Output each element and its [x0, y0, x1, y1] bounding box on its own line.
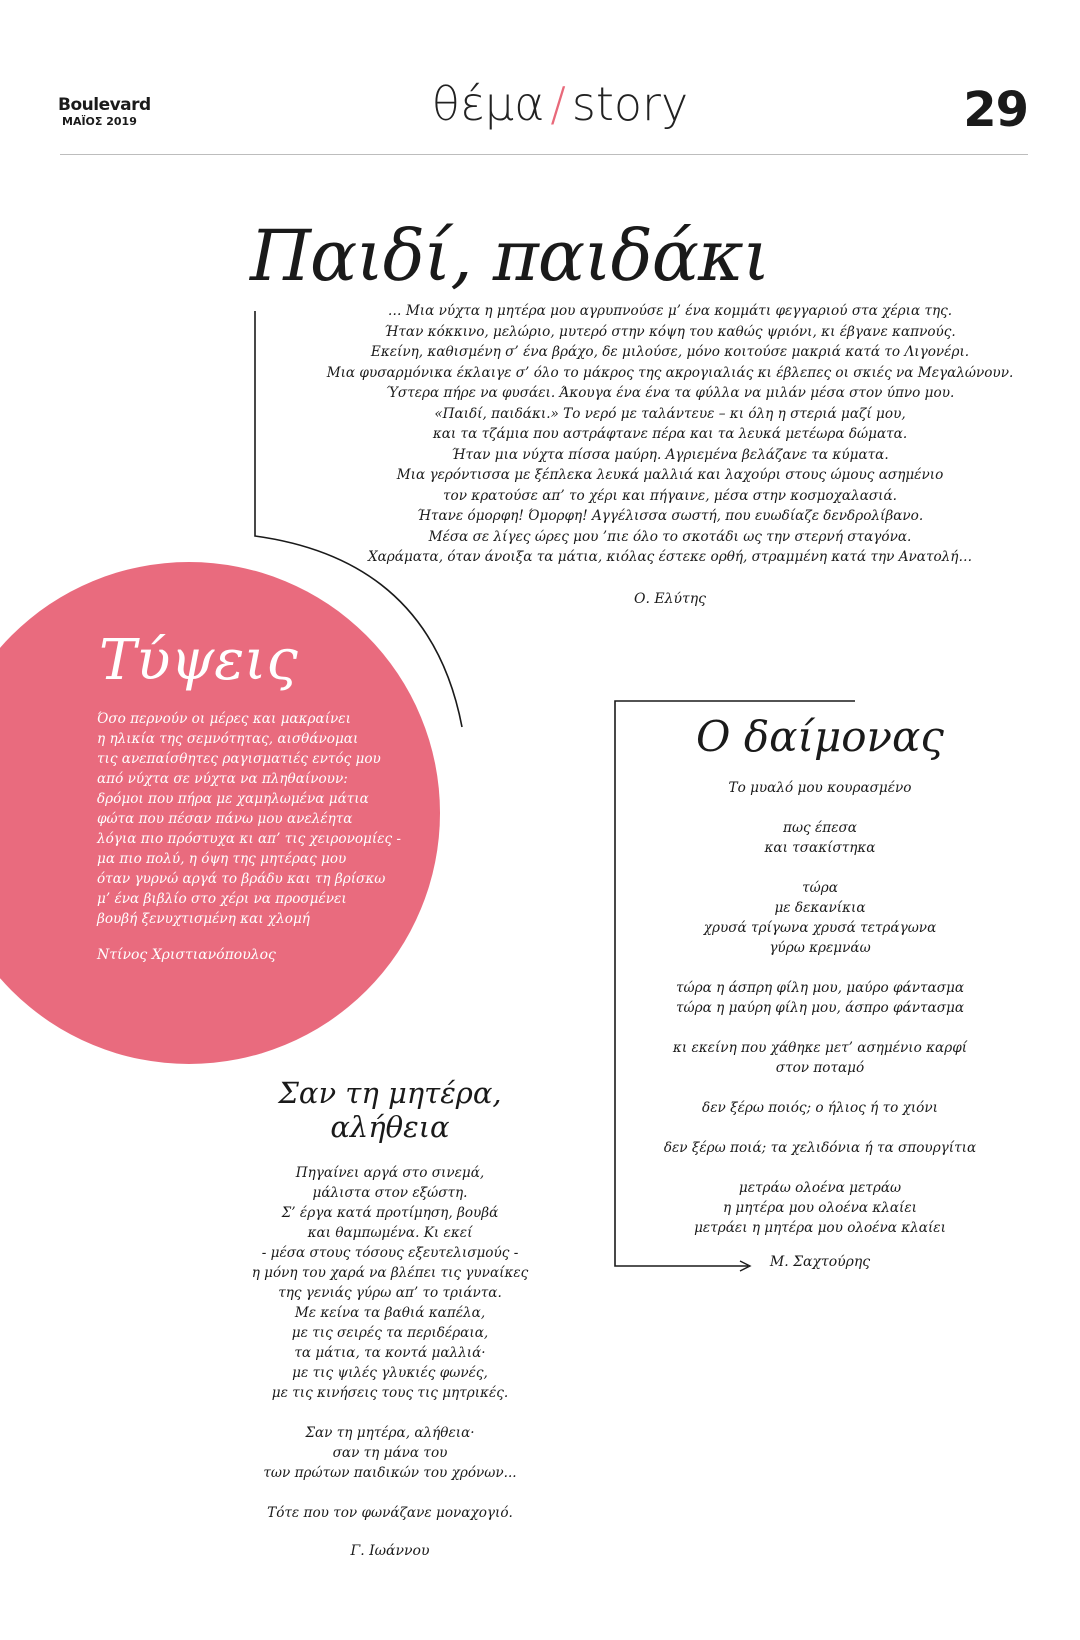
- poem-line: η μόνη του χαρά να βλέπει τις γυναίκες: [251, 1265, 529, 1281]
- brand-logo: Boulevard: [58, 95, 151, 115]
- poem-title-paidi-paidaki: Παιδί, παιδάκι: [250, 215, 770, 297]
- stanza-gap: [640, 1078, 1000, 1098]
- poem-line: Το μυαλό μου κουρασμένο: [728, 780, 912, 796]
- poem-title-line: Σαν τη μητέρα,: [278, 1076, 502, 1110]
- poem-line: όταν γυρνώ αργά το βράδυ και τη βρίσκω: [97, 871, 386, 887]
- poem-line: Ήταν μια νύχτα πίσσα μαύρη. Αγριεμένα βελάζανε τα κύματα.: [451, 446, 889, 463]
- section-title-right: story: [571, 77, 689, 131]
- stanza-gap: [640, 858, 1000, 878]
- poem-line: τώρα: [802, 880, 838, 896]
- poem-line: μετράω ολοένα μετράω: [738, 1180, 902, 1196]
- poem-line: φώτα που πέσαν πάνω μου ανελέητα: [97, 811, 353, 827]
- poem-line: μ’ ένα βιβλίο στο χέρι να προσμένει: [97, 891, 347, 907]
- poem-line: Χαράματα, όταν άνοιξα τα μάτια, κιόλας έστεκε ορθή, στραμμένη κατά την Ανατολή…: [367, 549, 973, 565]
- poem-line: από νύχτα σε νύχτα να πληθαίνουν:: [97, 771, 348, 787]
- poem-line: «Παιδί, παιδάκι.» Το νερό με ταλάντευε – κι όλη η στεριά μαζί μου,: [434, 405, 906, 422]
- poem-author-ioannou: Γ. Ιωάννου: [350, 1543, 430, 1559]
- section-title-left: θέμα: [431, 77, 545, 131]
- stanza-gap: [640, 1118, 1000, 1138]
- poem-line: γύρω κρεμνάω: [769, 940, 871, 956]
- poem-line: χρυσά τρίγωνα χρυσά τετράγωνα: [703, 920, 937, 936]
- issue-date: ΜΑΪΟΣ 2019: [62, 115, 137, 128]
- poem-line: Σαν τη μητέρα, αλήθεια·: [305, 1425, 475, 1441]
- poem-line: με τις σειρές τα περιδέραια,: [291, 1325, 489, 1341]
- poem-line: με δεκανίκια: [774, 900, 866, 916]
- poem-title-typseis: Τύψεις: [99, 628, 298, 693]
- poem-line: τις ανεπαίσθητες ραγισματιές εντός μου: [97, 751, 381, 767]
- poem-line: με τις κινήσεις τους τις μητρικές.: [271, 1385, 509, 1401]
- poem-author-elytis: Ο. Ελύτης: [634, 591, 706, 607]
- stanza-gap: [640, 798, 1000, 818]
- poem-line: σαν τη μάνα του: [332, 1445, 448, 1461]
- stanza-gap: [640, 1158, 1000, 1178]
- poem-line: Μέσα σε λίγες ώρες μου ’πιε όλο το σκοτάδι ως την στερνή σταγόνα.: [428, 528, 912, 545]
- poem-line: μα πιο πολύ, η όψη της μητέρας μου: [97, 851, 347, 867]
- poem-line: βουβή ξενυχτισμένη και χλομή: [97, 911, 310, 927]
- poem-line: με τις ψιλές γλυκιές φωνές,: [292, 1365, 488, 1381]
- poem-line: τώρα η άσπρη φίλη μου, μαύρο φάντασμα: [676, 980, 964, 996]
- poem-line: κι εκείνη που χάθηκε μετ’ ασημένιο καρφί: [672, 1040, 968, 1056]
- section-slash: /: [550, 77, 566, 131]
- poem-line: Μια φυσαρμόνικα έκλαιγε σ’ όλο το μάκρος της ακρογιαλιάς κι έβλεπες οι σκιές να Μεγαλώνουν.: [326, 364, 1014, 381]
- poem-line: η ηλικία της σεμνότητας, αισθάνομαι: [97, 731, 359, 747]
- poem-line: Ήταν κόκκινο, μελώριο, μυτερό στην κόψη του καθώς ψριόνι, κι έβγανε καπνούς.: [384, 323, 956, 340]
- poem-line: τα μάτια, τα κοντά μαλλιά·: [294, 1345, 486, 1361]
- poem-line: τον κρατούσε απ’ το χέρι και πήγαινε, μέσα στην κοσμοχαλασιά.: [442, 487, 897, 504]
- poem-line: η μητέρα μου ολοένα κλαίει: [722, 1200, 918, 1216]
- poem-line: Όσο περνούν οι μέρες και μακραίνει: [97, 711, 351, 727]
- poem-line: μάλιστα στον εξώστη.: [312, 1185, 468, 1201]
- poem-line: Πηγαίνει αργά στο σινεμά,: [295, 1165, 485, 1181]
- poem-line: … Μια νύχτα η μητέρα μου αγρυπνούσε μ’ ένα κομμάτι φεγγαριού στα χέρια της.: [387, 303, 953, 319]
- poem-line: δεν ξέρω ποιός; ο ήλιος ή το χιόνι: [702, 1100, 938, 1116]
- poem-line: Ήτανε όμορφη! Όμορφη! Αγγέλισσα σωστή, που ευωδίαζε δενδρολίβανο.: [416, 508, 924, 524]
- poem-line: δεν ξέρω ποιά; τα χελιδόνια ή τα σπουργίτια: [663, 1140, 977, 1156]
- poem-line: τώρα η μαύρη φίλη μου, άσπρο φάντασμα: [676, 1000, 964, 1016]
- poem-line: - μέσα στους τόσους εξευτελισμούς -: [261, 1245, 519, 1261]
- poem-line: και τα τζάμια που αστράφτανε πέρα και τα λευκά μετέωρα δώματα.: [432, 426, 908, 442]
- poem-author-sachtouris: Μ. Σαχτούρης: [769, 1254, 871, 1270]
- poem-line: Ύστερα πήρε να φυσάει. Άκουγα ένα ένα τα φύλλα να μιλάν μέσα στον ύπνο μου.: [385, 385, 955, 401]
- poem-title-o-daimonas: Ο δαίμονας: [696, 712, 944, 761]
- poem-body-o-daimonas: [640, 778, 1000, 1238]
- poem-line: δρόμοι που πήρα με χαμηλωμένα μάτια: [97, 791, 369, 807]
- stanza-gap: [640, 958, 1000, 978]
- poem-line: και τσακίστηκα: [764, 840, 876, 856]
- stanza-gap: [640, 1018, 1000, 1038]
- poem-line: στον ποταμό: [775, 1060, 865, 1076]
- poem-line: Με κείνα τα βαθιά καπέλα,: [294, 1305, 486, 1321]
- poem-line: Εκείνη, καθισμένη σ’ ένα βράχο, δε μιλούσε, μόνο κοιτούσε μακριά κατά το Λιγονέρι.: [370, 344, 970, 360]
- poem-line: των πρώτων παιδικών του χρόνων...: [263, 1465, 517, 1481]
- poem-author-christianopoulos: Ντίνος Χριστιανόπουλος: [97, 947, 276, 963]
- poem-line: πως έπεσα: [783, 820, 857, 836]
- poem-line: Σ’ έργα κατά προτίμηση, βουβά: [281, 1205, 499, 1221]
- page-number: 29: [963, 82, 1028, 138]
- poem-line: μετράει η μητέρα μου ολοένα κλαίει: [694, 1220, 946, 1236]
- poem-line: και θαμπωμένα. Κι εκεί: [307, 1225, 473, 1241]
- poem-line: της γενιάς γύρω απ’ το τριάντα.: [278, 1285, 502, 1301]
- poem-line: Μια γερόντισσα με ξέπλεκα λευκά μαλλιά και λαχούρι στους ώμους ασημένιο: [396, 467, 944, 483]
- poem-line: Τότε που τον φωνάζανε μοναχογιό.: [267, 1505, 513, 1521]
- poem-line: λόγια πιο πρόστυχα κι απ’ τις χειρονομίες -: [97, 831, 402, 847]
- poem-title-line: αλήθεια: [330, 1110, 450, 1144]
